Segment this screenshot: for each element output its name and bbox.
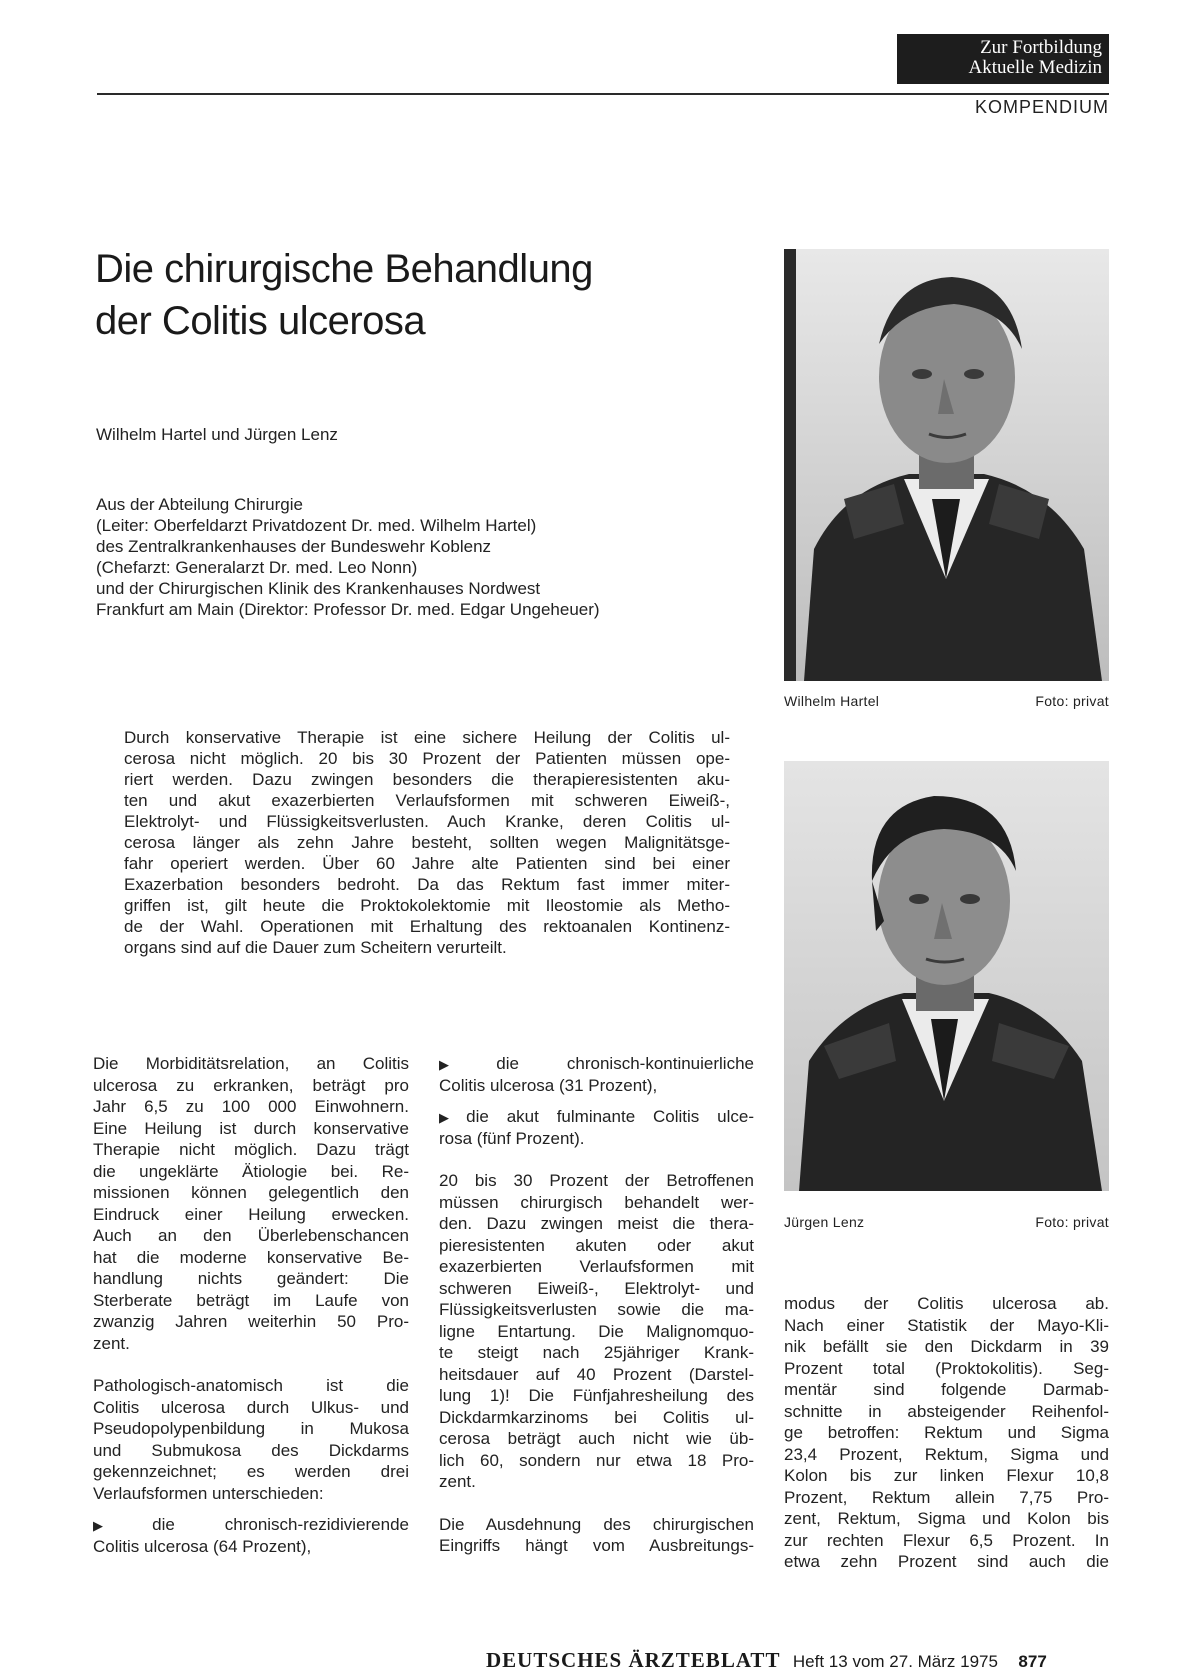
issue-info: Heft 13 vom 27. März 1975 bbox=[792, 1652, 998, 1671]
body-line: etwa zehn Prozent sind auch die bbox=[784, 1552, 1109, 1571]
photo-caption-credit: Foto: privat bbox=[1035, 1214, 1109, 1230]
abstract bbox=[124, 727, 730, 958]
bullet-triangle-icon: ▶ bbox=[93, 1518, 149, 1533]
photo-caption-name: Jürgen Lenz bbox=[784, 1214, 865, 1230]
abstract-line: de der Wahl. Operationen mit Erhaltung des rektoanalen Kontinenz- bbox=[124, 917, 730, 936]
affiliation-line: und der Chirurgischen Klinik des Krankenhauses Nordwest bbox=[96, 579, 541, 598]
body-line: Colitis ulcerosa durch Ulkus- und bbox=[93, 1397, 409, 1417]
bullet-text: die chronisch-rezidivierende bbox=[152, 1515, 409, 1534]
bullet-text: die chronisch-kontinuierliche bbox=[496, 1054, 754, 1073]
body-line: handlung nichts geändert: Die bbox=[93, 1269, 409, 1288]
rubric-line-2: Aktuelle Medizin bbox=[968, 57, 1102, 78]
body-line: zent. bbox=[439, 1472, 476, 1491]
affiliation-line: (Chefarzt: Generalarzt Dr. med. Leo Nonn) bbox=[96, 558, 418, 577]
body-line: heitsdauer auf 40 Prozent (Darstel- bbox=[439, 1364, 754, 1384]
article-title bbox=[95, 243, 593, 347]
body-line: ligne Entartung. Die Malignomquo- bbox=[439, 1321, 754, 1341]
body-line: zent, Rektum, Sigma und Kolon bis bbox=[784, 1509, 1109, 1528]
body-line: Colitis ulcerosa (31 Prozent), bbox=[439, 1075, 658, 1095]
abstract-line: fahr operiert werden. Über 60 Jahre alte Patienten sind bei einer bbox=[124, 854, 730, 873]
bullet-triangle-icon: ▶ bbox=[439, 1057, 493, 1072]
body-line: zwanzig Jahren weiterhin 50 Pro- bbox=[93, 1312, 409, 1331]
bullet-line bbox=[439, 1053, 754, 1075]
abstract-line: organs sind auf die Dauer zum Scheitern verurteilt. bbox=[124, 938, 507, 957]
body-line: die ungeklärte Ätiologie bei. Re- bbox=[93, 1161, 409, 1181]
body-line: Auch an den Überlebenschancen bbox=[93, 1226, 409, 1245]
abstract-line: cerosa länger als zehn Jahre besteht, sollten wegen Malignitätsge- bbox=[124, 833, 730, 852]
body-line: ge betroffen: Rektum und Sigma bbox=[784, 1423, 1109, 1442]
author-photo-hartel bbox=[784, 249, 1109, 681]
authors: Wilhelm Hartel und Jürgen Lenz bbox=[96, 425, 338, 444]
body-line: Prozent, Rektum allein 7,75 Pro- bbox=[784, 1487, 1109, 1507]
abstract-line: cerosa nicht möglich. 20 bis 30 Prozent der Patienten müssen ope- bbox=[124, 749, 730, 768]
body-line: Colitis ulcerosa (64 Prozent), bbox=[93, 1536, 312, 1556]
body-line: exazerbierten Verlaufsformen mit bbox=[439, 1257, 754, 1276]
body-line: schweren Eiweiß-, Elektrolyt- und bbox=[439, 1278, 754, 1298]
body-line: Pseudopolypenbildung in Mukosa bbox=[93, 1419, 409, 1438]
body-line: Dickdarmkarzinoms bei Colitis ul- bbox=[439, 1407, 754, 1427]
author-photo-lenz bbox=[784, 761, 1109, 1191]
body-line: Eingriffs hängt vom Ausbreitungs- bbox=[439, 1536, 754, 1555]
rubric-box bbox=[897, 34, 1109, 84]
affiliation bbox=[96, 494, 600, 620]
body-line: Verlaufsformen unterschieden: bbox=[93, 1483, 324, 1503]
body-line: und Submukosa des Dickdarms bbox=[93, 1440, 409, 1460]
page-number: 877 bbox=[1018, 1652, 1047, 1671]
title-line-1: Die chirurgische Behandlung bbox=[95, 247, 593, 291]
abstract-line: ten und akut exazerbierten Verlaufsformen mit schweren Eiweiß-, bbox=[124, 791, 730, 810]
body-line: rosa (fünf Prozent). bbox=[439, 1128, 585, 1148]
journal-name: DEUTSCHES ÄRZTEBLATT bbox=[486, 1648, 781, 1672]
body-line: Kolon bis zur linken Flexur 10,8 bbox=[784, 1466, 1109, 1485]
affiliation-line: Frankfurt am Main (Direktor: Professor Dr. med. Edgar Ungeheuer) bbox=[96, 600, 600, 619]
body-line: schnitte in absteigender Reihenfol- bbox=[784, 1401, 1109, 1421]
body-line: nik befällt sie den Dickdarm in 39 bbox=[784, 1337, 1109, 1356]
body-line: Die Morbiditätsrelation, an Colitis bbox=[93, 1054, 409, 1073]
body-line: mentär sind folgende Darmab- bbox=[784, 1380, 1109, 1399]
body-line: lich 60, sondern nur etwa 18 Pro- bbox=[439, 1450, 754, 1470]
body-line: modus der Colitis ulcerosa ab. bbox=[784, 1294, 1109, 1313]
body-column-2 bbox=[439, 1053, 754, 1557]
body-line: gekennzeichnet; es werden drei bbox=[93, 1462, 409, 1481]
affiliation-line: (Leiter: Oberfeldarzt Privatdozent Dr. med. Wilhelm Hartel) bbox=[96, 516, 537, 535]
body-line: ulcerosa zu erkranken, beträgt pro bbox=[93, 1075, 409, 1095]
body-line: Pathologisch-anatomisch ist die bbox=[93, 1376, 409, 1395]
bullet-text: die akut fulminante Colitis ulce- bbox=[466, 1107, 755, 1126]
portrait-illustration bbox=[784, 249, 1109, 681]
portrait-illustration bbox=[784, 761, 1109, 1191]
body-line: Therapie nicht möglich. Dazu trägt bbox=[93, 1140, 409, 1159]
section-label: KOMPENDIUM bbox=[974, 97, 1109, 117]
body-line: Nach einer Statistik der Mayo-Kli- bbox=[784, 1315, 1109, 1335]
body-line: te steigt nach 25jähriger Krank- bbox=[439, 1343, 754, 1362]
body-line: missionen können gelegentlich den bbox=[93, 1183, 409, 1202]
bullet-triangle-icon: ▶ bbox=[439, 1110, 463, 1125]
body-line: müssen chirurgisch behandelt wer- bbox=[439, 1192, 754, 1212]
body-line: Eine Heilung ist durch konservative bbox=[93, 1118, 409, 1138]
body-line: pieresistenten akuten oder akut bbox=[439, 1235, 754, 1255]
photo-caption-credit: Foto: privat bbox=[1035, 693, 1109, 709]
photo-caption-name: Wilhelm Hartel bbox=[784, 693, 880, 709]
body-line: zur rechten Flexur 6,5 Prozent. In bbox=[784, 1530, 1109, 1550]
bullet-line bbox=[93, 1514, 409, 1536]
body-line: Prozent total (Proktokolitis). Seg- bbox=[784, 1358, 1109, 1378]
abstract-line: Exazerbation besonders bedroht. Da das Rektum fast immer miter- bbox=[124, 875, 730, 894]
affiliation-line: des Zentralkrankenhauses der Bundeswehr Koblenz bbox=[96, 537, 492, 556]
body-line: Sterberate beträgt im Laufe von bbox=[93, 1290, 409, 1310]
affiliation-line: Aus der Abteilung Chirurgie bbox=[96, 495, 303, 514]
body-line: Eindruck einer Heilung erwecken. bbox=[93, 1204, 409, 1224]
body-line: 23,4 Prozent, Rektum, Sigma und bbox=[784, 1444, 1109, 1464]
header-rule bbox=[97, 93, 1109, 95]
body-line: 20 bis 30 Prozent der Betroffenen bbox=[439, 1171, 754, 1190]
body-line: Die Ausdehnung des chirurgischen bbox=[439, 1514, 754, 1534]
body-line: den. Dazu zwingen meist die thera- bbox=[439, 1214, 754, 1233]
body-line: Jahr 6,5 zu 100 000 Einwohnern. bbox=[93, 1097, 409, 1116]
body-line: cerosa beträgt auch nicht wie üb- bbox=[439, 1429, 754, 1448]
abstract-line: riert werden. Dazu zwingen besonders die therapieresistenten aku- bbox=[124, 770, 730, 789]
abstract-line: Durch konservative Therapie ist eine sichere Heilung der Colitis ul- bbox=[124, 728, 730, 747]
rubric-line-1: Zur Fortbildung bbox=[980, 37, 1102, 58]
body-line: lung 1)! Die Fünfjahresheilung des bbox=[439, 1386, 754, 1405]
body-line: Flüssigkeitsverlusten sowie die ma- bbox=[439, 1300, 754, 1319]
abstract-line: Elektrolyt- und Flüssigkeitsverlusten. Auch Kranke, deren Colitis ul- bbox=[124, 812, 730, 831]
page-footer bbox=[486, 1648, 1047, 1673]
title-line-2: der Colitis ulcerosa bbox=[95, 299, 426, 343]
body-column-1 bbox=[93, 1053, 409, 1557]
abstract-line: griffen ist, gilt heute die Proktokolektomie mit Ileostomie als Metho- bbox=[124, 896, 730, 915]
body-line: zent. bbox=[93, 1333, 130, 1353]
body-column-3 bbox=[784, 1293, 1109, 1573]
body-line: hat die moderne konservative Be- bbox=[93, 1247, 409, 1267]
bullet-line bbox=[439, 1106, 754, 1128]
